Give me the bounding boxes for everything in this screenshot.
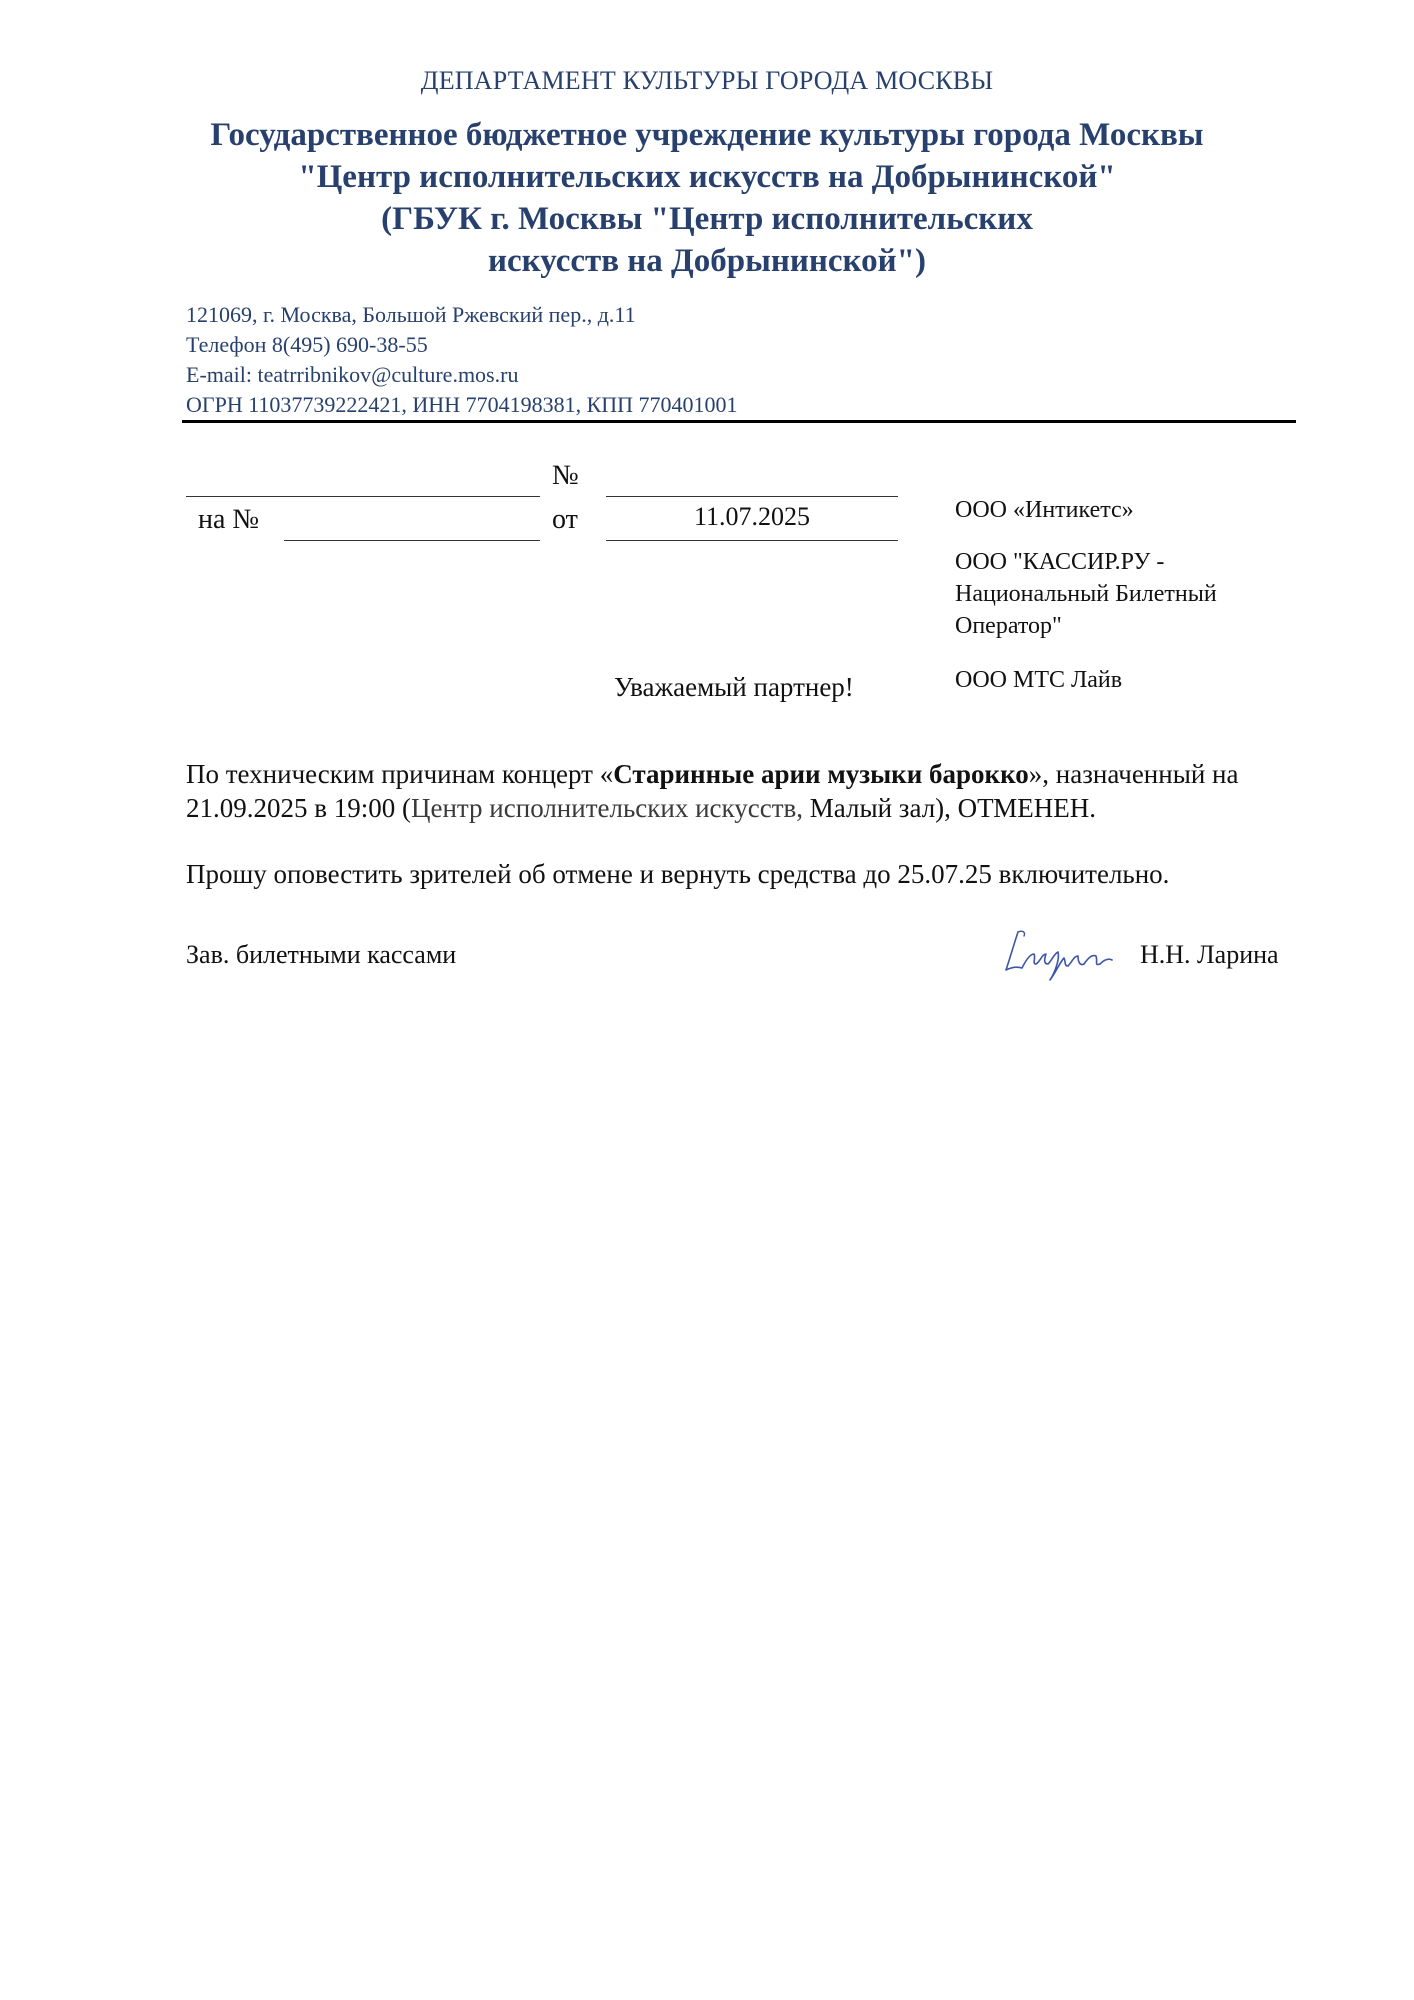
department-title: ДЕПАРТАМЕНТ КУЛЬТУРЫ ГОРОДА МОСКВЫ [420,66,994,95]
reply-number-label: на № [198,504,260,535]
number-label: № [552,460,579,491]
outgoing-date-line [186,496,540,497]
organization-name [0,114,1414,282]
p1-start: По техническим причинам концерт « [186,759,614,789]
org-line-4: искусств на Добрынинской") [488,243,926,279]
recipient-kassir-line-2: Национальный Билетный [955,581,1217,607]
p1-end: Малый зал), ОТМЕНЕН. [803,793,1097,823]
org-line-2: "Центр исполнительских искусств на Добрынинской" [298,159,1116,195]
p1-mid: », назначенный на 21.09.2025 в 19:00 ( [186,759,1239,823]
outgoing-number-line [606,496,898,497]
handwritten-signature [1000,924,1120,984]
recipient-mts-live: ООО МТС Лайв [955,667,1123,693]
venue-name: Центр исполнительских искусств, [411,793,804,823]
org-line-3: (ГБУК г. Москвы "Центр исполнительских [381,201,1033,237]
reply-number-line [284,540,540,541]
signatory-name: Н.Н. Ларина [1140,940,1279,969]
body-paragraph-2: Прошу оповестить зрителей об отмене и вернуть средства до 25.07.25 включительно. [186,859,1170,889]
concert-title: Старинные арии музыки барокко [613,759,1029,789]
from-label: от [552,504,578,535]
org-line-1: Государственное бюджетное учреждение культуры города Москвы [210,117,1204,153]
recipient-intickets: ООО «Интикетс» [955,497,1134,523]
body-paragraph-1 [186,757,1306,825]
phone-line: Телефон 8(495) 690-38-55 [186,332,428,357]
header-divider [182,420,1296,423]
address-line: 121069, г. Москва, Большой Ржевский пер., д.11 [186,302,636,327]
signatory-position: Зав. билетными кассами [186,940,457,969]
letter-date: 11.07.2025 [693,502,811,531]
registration-line: ОГРН 11037739222421, ИНН 7704198381, КПП 770401001 [186,392,738,417]
date-line [606,540,898,541]
recipient-kassir-line-3: Оператор" [955,613,1062,639]
recipient-kassir-line-1: ООО "КАССИР.РУ - [955,549,1165,575]
email-line: E-mail: teatrribnikov@culture.mos.ru [186,362,519,387]
recipient-kassir [955,546,1217,642]
contact-block [186,300,738,420]
salutation: Уважаемый партнер! [614,672,854,702]
